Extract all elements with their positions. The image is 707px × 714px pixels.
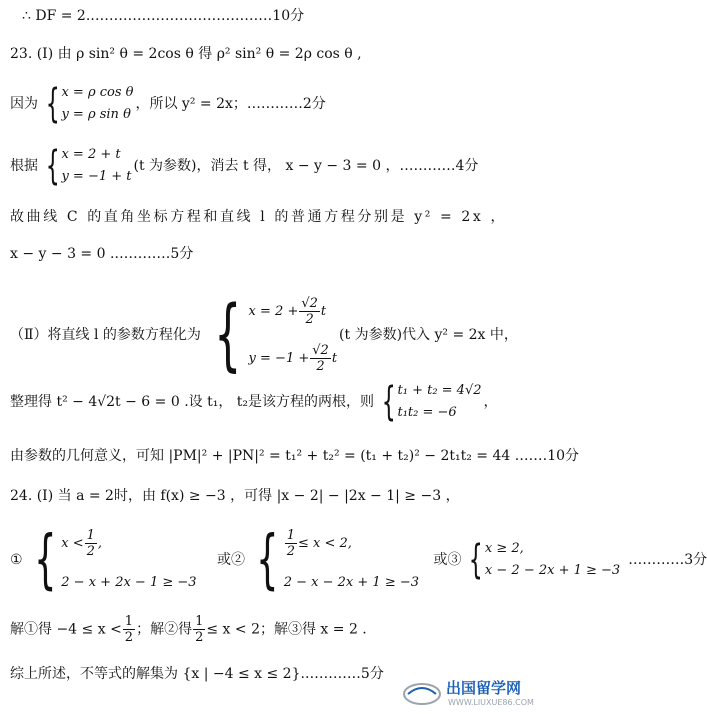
line-conclusion: 综上所述，不等式的解集为 {x | −4 ≤ x ≤ 2}.…………5分 — [10, 666, 384, 682]
line-solutions: 解①得 −4 ≤ x < $\frac{1}{2}$ ；解②得 $\frac{1}{2}$ ≤ x < 2；解③得 x = 2 . — [10, 614, 367, 645]
sqrt2-numerator: √2 — [301, 296, 318, 311]
case-3-label: 或③ — [433, 552, 462, 568]
logo-name: 出国留学网 — [446, 679, 522, 697]
polar-row-1: x = ρ cos θ — [61, 85, 134, 100]
polar-system: { x = ρ cos θ y = ρ sin θ — [45, 81, 134, 127]
part2-substitute: (t 为参数)代入 y² = 2x 中， — [339, 327, 518, 343]
line-xy-equation: x − y − 3 = 0 .…………5分 — [10, 246, 194, 262]
line-geometric-meaning: 由参数的几何意义，可知 |PM|² + |PN|² = t₁² + t₂² = (t₁ + t₂)² − 2t₁t₂ = 44 .……10分 — [10, 448, 580, 464]
line-cases — [10, 523, 707, 597]
quadratic-text: 整理得 t² − 4√2t − 6 = 0 .设 t₁， t₂是该方程的两根，则 — [10, 394, 375, 410]
line-because — [10, 81, 326, 127]
according-label: 根据 — [10, 158, 38, 174]
line-24-part1: 24. (Ⅰ) 当 a = 2时，由 f(x) ≥ −3 ，可得 |x − 2| − |2x − 1| ≥ −3 ， — [10, 488, 460, 504]
line-according — [10, 143, 479, 189]
case-1-row-1: x < $\frac{1}{2}$ , — [61, 528, 103, 559]
vieta-row-1: t₁ + t₂ = 4√2 — [397, 383, 482, 398]
vieta-row-2: t₁t₂ = −6 — [397, 405, 457, 420]
case-1-system: { x < $\frac{1}{2}$ , 2 − x + 2x − 1 ≥ −3 — [33, 523, 197, 597]
case-3-row-2: x − 2 − 2x + 1 ≥ −3 — [484, 563, 621, 578]
sqrt2-numerator-2: √2 — [312, 343, 329, 358]
because-result: ，所以 y² = 2x；…………2分 — [135, 96, 326, 112]
case-3-system: { x ≥ 2, x − 2 − 2x + 1 ≥ −3 — [469, 537, 621, 583]
std-row-2: y = −1 + $\frac{√2}{2}$ t — [248, 343, 338, 374]
case-1-label: ① — [10, 552, 23, 568]
line-23-part1: 23. (Ⅰ) 由 ρ sin² θ = 2cos θ 得 ρ² sin² θ = 2ρ cos θ , — [10, 46, 362, 62]
sqrt2-denominator-2: 2 — [316, 359, 325, 374]
line-df: ∴ DF = 2.…………………………………10分 — [22, 8, 305, 24]
param-row-1: x = 2 + t — [61, 147, 121, 162]
case-2-row-1: $\frac{1}{2}$ ≤ x < 2, — [286, 528, 352, 559]
std-row-1: x = 2 + $\frac{√2}{2}$ t — [248, 296, 327, 327]
polar-row-2: y = ρ sin θ — [61, 107, 131, 122]
param-row-2: y = −1 + t — [61, 169, 132, 184]
vieta-system: { t₁ + t₂ = 4√2 t₁t₂ = −6 — [381, 379, 482, 425]
line-part2 — [10, 290, 518, 380]
cases-score: …………3分 — [628, 552, 707, 568]
sqrt2-denominator: 2 — [305, 312, 314, 327]
case-2-row-2: 2 − x − 2x + 1 ≥ −3 — [283, 575, 420, 590]
part2-label: （Ⅱ）将直线 l 的参数方程化为 — [10, 327, 201, 343]
line-quadratic: 整理得 t² − 4√2t − 6 = 0 .设 t₁， t₂是该方程的两根，则 { t₁ + t₂ = 4√2 t₁t₂ = −6 ， — [10, 379, 498, 425]
car-logo-icon — [404, 684, 440, 704]
case-1-row-2: 2 − x + 2x − 1 ≥ −3 — [61, 575, 197, 590]
line-param-system: { x = 2 + t y = −1 + t — [45, 143, 132, 189]
logo-url: WWW.LIUXUE86.COM — [448, 698, 534, 707]
case-3-row-1: x ≥ 2, — [484, 541, 524, 556]
standard-param-system: { x = 2 + $\frac{√2}{2}$ t y = −1 + $\frac{√2}{2}$ t — [214, 290, 338, 380]
case-2-label: 或② — [217, 552, 246, 568]
according-result: (t 为参数)，消去 t 得， x − y − 3 = 0 ，…………4分 — [133, 158, 479, 174]
site-logo — [402, 676, 572, 708]
because-label: 因为 — [10, 96, 38, 112]
case-2-system: { $\frac{1}{2}$ ≤ x < 2, 2 − x − 2x + 1 ≥ −3 — [256, 523, 420, 597]
line-equations-summary: 故曲线 C 的直角坐标方程和直线 l 的普通方程分别是 y² = 2x ， — [10, 209, 508, 225]
